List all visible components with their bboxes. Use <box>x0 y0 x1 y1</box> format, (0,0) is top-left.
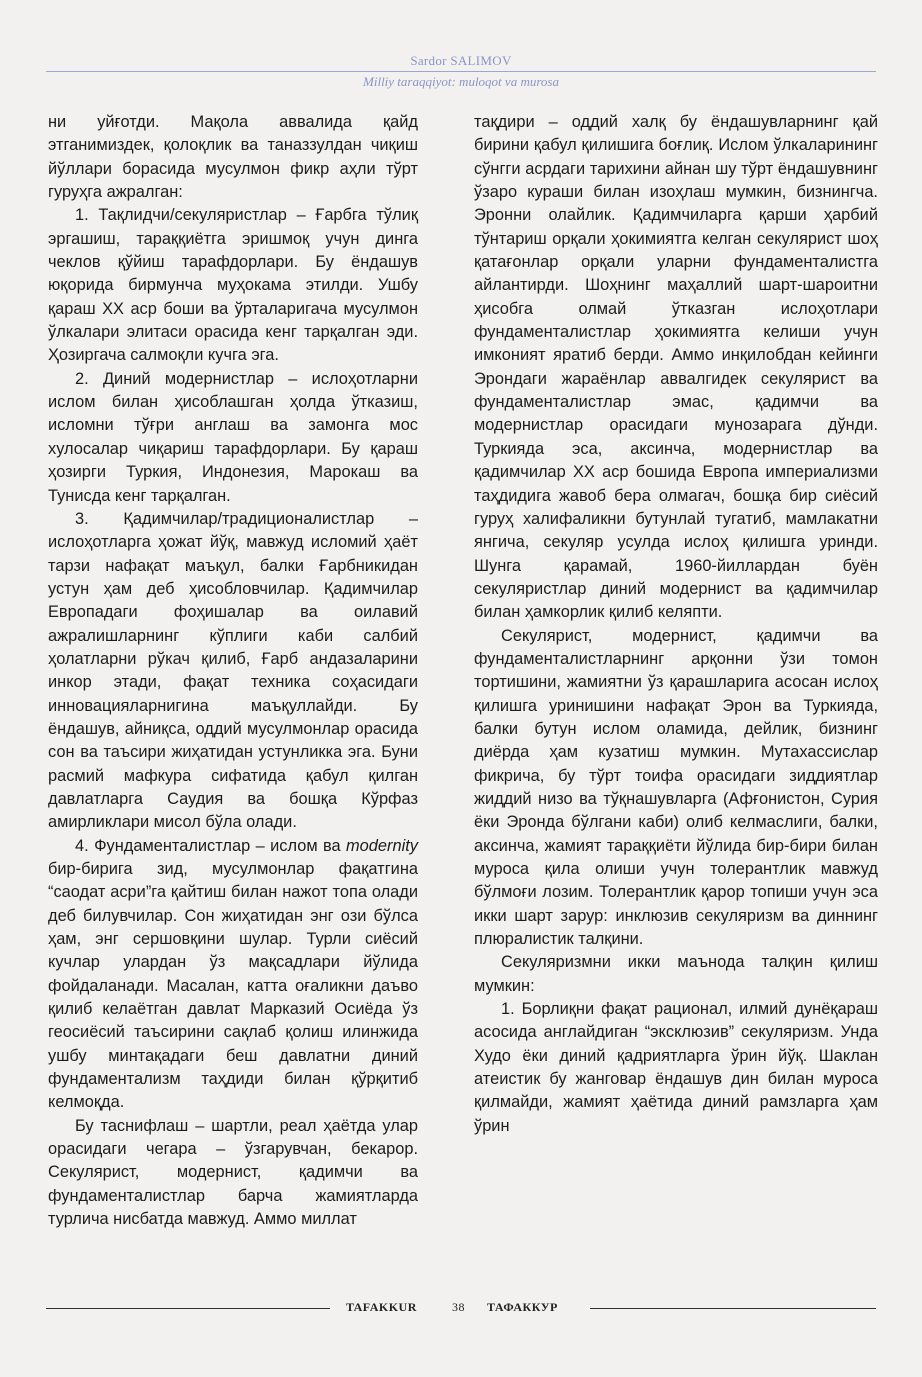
header-rule <box>46 71 876 72</box>
paragraph: ни уйғотди. Мақола аввалида қайд этганимиздек, қолоқлик ва таназзулдан чиқиш йўллари борасида мусулмон фикр аҳли тўрт гуруҳга ажралган: <box>48 113 418 202</box>
paragraph-text: бир-бирига зид, мусулмонлар фақатгина “саодат асри”га қайтиш билан нажот топа олади деб билувчилар. Сон жиҳатидан энг ози бўлса ҳам, энг сершовқини шулар. Турли сиёсий кучлар улардан ўз мақсадлари йўлида фойдаланади. Масалан, катта оғаликни даъво қилиб келаётган давлат Марказий Осиёда ўз геосиёсий таъсирини сақлаб қолиш илинжида ушбу минтақадаги беш давлатни диний фундаментализм таҳдиди билан қўрқитиб келмоқда. <box>48 860 418 1112</box>
footer-journal-latin: TAFAKKUR <box>346 1300 417 1314</box>
italic-term: modernity <box>346 836 418 855</box>
paragraph: Бу таснифлаш – шартли, реал ҳаётда улар орасидаги чегара – ўзгарувчан, бекарор. Секулярист, модернист, қадимчи ва фундаменталистлар барча жамиятларда турлича нисбатда мавжуд. Аммо миллат <box>48 1116 418 1229</box>
paragraph: 1. Тақлидчи/секуляристлар – Ғарбга тўлиқ эргашиш, тараққиётга эришмоқ учун динга чеклов қўйиш тарафдорлари. Бу ёндашув юқорида бирмунча муҳокама этилди. Ушбу қараш XX аср боши ва ўрталаригача мусулмон ўлкалари элитаси орасида кенг тарқалган эди. Ҳозиргача салмоқли кучга эга. <box>48 206 418 365</box>
header-journal-title: Milliy taraqqiyot: muloqot va murosa <box>363 74 559 89</box>
paragraph: Секулярист, модернист, қадимчи ва фундаменталистларнинг арқонни ўзи томон тортишини, жамиятни ўз қарашларига асосан ислоҳ қилишга уринишини нафақат Эрон ва Туркияда, балки бутун ислом оламида, дейлик, бизнинг диёрда ҳам кузатиш мумкин. Мутахассислар фикрича, бу тўрт тоифа орасидаги зиддиятлар жиддий низо ва тўқнашувларга (Афғонистон, Сурия ёки Эронда бўлгани каби) олиб келмаслиги, балки, аксинча, жамият тараққиёти йўлида бир-бири билан муроса қила олиши учун толерантлик мавжуд бўлмоғи лозим. Толерантлик қарор топиши учун эса икки шарт зарур: инклюзив секуляризм ва диннинг плюралистик талқини. <box>474 626 878 949</box>
header-author: Sardor SALIMOV <box>410 53 512 68</box>
right-column <box>474 111 878 1138</box>
paragraph: 3. Қадимчилар/традиционалистлар – ислоҳотларга ҳожат йўқ, мавжуд исломий ҳаёт тарзи нафақат маъқул, балки Ғарбникидан устун ҳам деб ҳисобловчилар. Қадимчилар Европадаги фоҳишалар ва оилавий ажралишларнинг кўплиги каби салбий ҳолатларни рўкач қилиб, Ғарб андазаларини инкор этади, фақат техника соҳасидаги инновацияларнигина маъқуллайди. Бу ёндашув, айниқса, оддий мусулмонлар орасида сон ва таъсири жиҳатидан устунликка эга. Буни расмий мафкура сифатида қабул қилган давлатларга Саудия ва бошқа Кўрфаз амирликлари мисол бўла олади. <box>48 509 418 832</box>
page-number: 38 <box>452 1300 465 1314</box>
footer-rule-left <box>46 1308 330 1309</box>
paragraph: 1. Борлиқни фақат рационал, илмий дунёқараш асосида англайдиган “эксклюзив” секуляризм. Унда Худо ёки диний қадриятларга ўрин йўқ. Шаклан атеистик бу жанговар ёндашув дин билан муроса қилмайди, жамият ҳаётида диний рамзларга ҳам ўрин <box>474 1000 878 1135</box>
left-column <box>48 111 418 1232</box>
footer-rule-right <box>590 1308 876 1309</box>
paragraph: 2. Диний модернистлар – ислоҳотларни ислом билан ҳисоблашган ҳолда ўтказиш, исломни тўғри англаш ва замонга мос хулосалар чиқариш тарафдорлари. Бу қараш ҳозирги Туркия, Индонезия, Марокаш ва Тунисда кенг тарқалган. <box>48 369 418 505</box>
paragraph-text: 4. Фундаменталистлар – ислом ва <box>75 836 347 855</box>
page-footer <box>46 1297 876 1317</box>
paragraph: тақдири – оддий халқ бу ёндашувларнинг қай бирини қабул қилишига боғлиқ. Ислом ўлкаларининг сўнгги асрдаги тарихини айнан шу тўрт ёндашувнинг ўзаро кураши билан изоҳлаш мумкин, бизнингча. Эронни олайлик. Қадимчиларга қарши ҳарбий тўнтариш орқали ҳокимиятга келган секулярист шоҳ қатағонлар орқали уларни фундаменталистга айлантирди. Шоҳнинг маҳаллий шарт-шароитни ҳисобга олмай ўтказган ислоҳотлари фундаменталистлар ҳокимиятга келиши учун имконият яратиб берди. Аммо инқилобдан кейинги Эрондаги жараёнлар аввалгидек секулярист ва фундаменталистлар эмас, қадимчи ва модернистлар орасидаги мунозарага дўнди. Туркияда эса, аксинча, модернистлар ва қадимчилар XX аср бошида Европа империализми таҳдидига жавоб бера олмагач, бошқа бир сиёсий гуруҳ халифаликни бутунлай тугатиб, мамлакатни янгича, секуляр усулда ислоҳ қилишга уринди. Шунга қарамай, 1960-йиллардан буён секуляристлар диний модернист ва қадимчилар билан ҳамкорлик қилиб келяпти. <box>474 113 878 622</box>
footer-journal-cyrillic: ТАФАККУР <box>487 1300 558 1314</box>
running-header <box>46 52 876 90</box>
paragraph: Секуляризмни икки маънода талқин қилиш мумкин: <box>474 953 878 995</box>
paragraph <box>48 835 418 1115</box>
